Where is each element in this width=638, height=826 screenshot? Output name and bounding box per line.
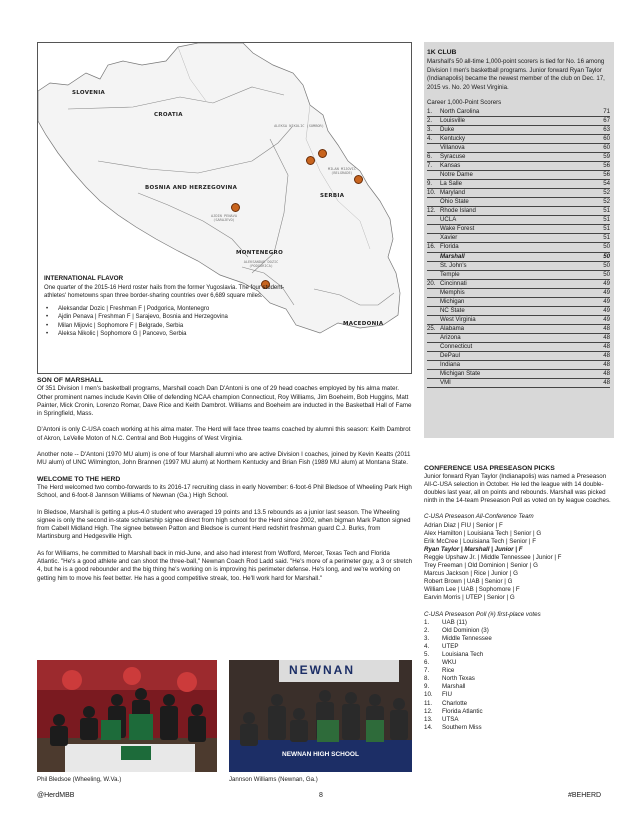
school-cell: Arizona	[440, 333, 461, 341]
rank-cell: 4.	[427, 134, 433, 142]
poll-team: Rice	[442, 667, 455, 675]
table-row	[427, 135, 610, 144]
footer-handle: @HerdMBB	[37, 792, 75, 799]
poll-rank: 4.	[424, 642, 430, 650]
conference-usa-picks	[424, 465, 612, 732]
table-row	[427, 325, 610, 334]
school-cell: Marshall	[440, 252, 465, 260]
list-item: Trey Freeman | Old Dominion | Senior | G	[424, 562, 538, 570]
rank-cell: 6.	[427, 153, 433, 161]
school-cell: UCLA	[440, 216, 457, 224]
city-label-podgorica: ALEKSANDAR DOZIC (PODGORICA)	[243, 260, 279, 269]
school-cell: Memphis	[440, 288, 465, 296]
poll-team: FIU	[442, 691, 452, 699]
table-row	[427, 262, 610, 271]
school-cell: West Virginia	[440, 315, 476, 323]
count-cell: 51	[603, 207, 610, 215]
country-label-montenegro: MONTENEGRO	[236, 250, 284, 256]
team-title: C-USA Preseason All-Conference Team	[424, 513, 534, 521]
rank-cell: 9.	[427, 180, 433, 188]
photo-bledsoe	[37, 660, 217, 772]
city-label-belgrade: MILAN MIJOVIC (BELGRADE)	[327, 167, 357, 176]
footer-hashtag: #BEHERD	[568, 792, 602, 799]
rank-cell: 1.	[427, 107, 433, 115]
list-item: Alex Hamilton | Louisiana Tech | Senior | G	[424, 529, 542, 537]
table-row	[427, 361, 610, 370]
photo-scene	[37, 660, 217, 772]
international-flavor-callout	[44, 275, 304, 339]
basketball-marker-icon	[354, 175, 363, 184]
list-item: Earvin Morris | UTEP | Senior | G	[424, 594, 515, 602]
school-cell: VMI	[440, 379, 451, 387]
poll-team: Southern Miss	[442, 723, 482, 731]
photo-williams	[229, 660, 412, 772]
banner-text: NEWNAN	[289, 663, 355, 677]
count-cell: 71	[603, 107, 610, 115]
school-cell: North Carolina	[440, 107, 480, 115]
rank-cell: 3.	[427, 125, 433, 133]
list-item	[424, 667, 612, 675]
school-cell: Kansas	[440, 162, 461, 170]
school-cell: Florida	[440, 243, 459, 251]
poll-rank: 6.	[424, 659, 430, 667]
list-item	[424, 691, 612, 699]
poll-team: Marshall	[442, 683, 466, 691]
banner-text: NEWNAN HIGH SCHOOL	[282, 751, 359, 758]
scorers-table	[427, 108, 610, 388]
table-row	[427, 289, 610, 298]
table-row	[427, 298, 610, 307]
table-row	[427, 379, 610, 388]
paragraph: In Bledsoe, Marshall is getting a plus-4.0 student who averaged 19 points and 13.5 rebounds as a junior last season. The Wheeling signee is only the second in-state scholarship signee direct from high school for the Herd since 2002, when bigman Mark Patton signed from Cabell Midland High. The signee between Patton and Bledsoe is current Herd redshirt freshman guard C.J. Burks, from Martinsburg and Hedgesville High.	[37, 508, 411, 541]
count-cell: 67	[603, 116, 610, 124]
rank-cell	[427, 352, 440, 360]
table-row	[427, 207, 610, 216]
rank-cell: 12.	[427, 207, 436, 215]
table-row	[427, 352, 610, 361]
table-row	[427, 334, 610, 343]
rank-cell: 20.	[427, 279, 436, 287]
flavor-text: One quarter of the 2015-16 Herd roster hails from the former Yugoslavia. The four student-athletes' hometowns span three border-sharing countries over 6,689 square miles.	[44, 284, 285, 299]
table-row	[427, 162, 610, 171]
basketball-marker-icon	[306, 156, 315, 165]
rank-cell: 25.	[427, 324, 436, 332]
poll-team: Charlotte	[442, 699, 468, 707]
school-cell: Ohio State	[440, 198, 469, 206]
school-cell: Cincinnati	[440, 279, 467, 287]
count-cell: 48	[603, 370, 610, 378]
school-cell: DePaul	[440, 352, 460, 360]
poll-team: Louisiana Tech	[442, 650, 484, 658]
page-number: 8	[319, 792, 323, 799]
poll-rank: 14.	[424, 723, 433, 731]
count-cell: 52	[603, 198, 610, 206]
table-row	[427, 343, 610, 352]
flavor-title: INTERNATIONAL FLAVOR	[44, 275, 124, 282]
table-row	[427, 108, 610, 117]
count-cell: 49	[603, 279, 610, 287]
rank-cell	[427, 253, 440, 261]
school-cell: St. John's	[440, 261, 467, 269]
count-cell: 54	[603, 180, 610, 188]
list-item	[424, 643, 612, 651]
poll-rank: 3.	[424, 634, 430, 642]
count-cell: 48	[603, 343, 610, 350]
picks-title: CONFERENCE USA PRESEASON PICKS	[424, 465, 555, 472]
rank-cell	[427, 298, 440, 306]
list-item: Adrian Diaz | FIU | Senior | F	[424, 521, 503, 529]
list-item	[424, 659, 612, 667]
table-row	[427, 253, 610, 262]
poll-rank: 11.	[424, 699, 433, 707]
table-row	[427, 234, 610, 243]
list-item	[424, 635, 612, 643]
rank-cell	[427, 216, 440, 224]
table-row	[427, 243, 610, 252]
poll-rank: 10.	[424, 691, 433, 699]
school-cell: Notre Dame	[440, 171, 473, 179]
list-item: William Lee | UAB | Sophomore | F	[424, 586, 520, 594]
poll-rank: 2.	[424, 626, 430, 634]
school-cell: Indiana	[440, 361, 460, 369]
country-label-bosnia: BOSNIA AND HERZEGOVINA	[145, 185, 238, 191]
count-cell: 51	[603, 234, 610, 242]
poll-rank: 7.	[424, 667, 430, 675]
school-cell: La Salle	[440, 180, 463, 188]
list-item: Marcus Jackson | Rice | Junior | G	[424, 570, 518, 578]
poll-title: C-USA Preseason Poll (#) first-place votes	[424, 610, 541, 618]
count-cell: 59	[603, 153, 610, 161]
poll-rank: 12.	[424, 707, 433, 715]
list-item	[424, 619, 612, 627]
count-cell: 48	[603, 352, 610, 360]
table-row	[427, 280, 610, 289]
list-item: Erik McCree | Louisiana Tech | Senior | F	[424, 537, 537, 545]
paragraph: The Herd welcomed two combo-forwards to its 2016-17 recruiting class in early November: 6-foot-6 Phil Bledsoe of Wheeling Park High School, and 6-foot-8 Jannson Williams of Newnan (Ga.) High School.	[37, 483, 412, 500]
list-item	[424, 675, 612, 683]
list-item	[424, 724, 612, 732]
school-cell: Kentucky	[440, 134, 466, 142]
article-body	[37, 377, 413, 591]
poll-team: Florida Atlantic	[442, 707, 483, 715]
table-row	[427, 189, 610, 198]
school-cell: Alabama	[440, 324, 465, 332]
count-cell: 52	[603, 189, 610, 197]
list-item	[424, 700, 612, 708]
list-item: • Aleksa Nikolic | Sophomore G | Pancevo, Serbia	[44, 330, 304, 339]
table-row	[427, 153, 610, 162]
count-cell: 50	[603, 261, 610, 269]
rank-cell	[427, 379, 440, 387]
poll-team: Middle Tennessee	[442, 634, 492, 642]
count-cell: 60	[603, 134, 610, 142]
rank-cell	[427, 225, 440, 233]
rank-cell	[427, 262, 440, 270]
count-cell: 60	[603, 143, 610, 151]
list-item: Ryan Taylor | Marshall | Junior | F	[424, 545, 523, 553]
list-item: Robert Brown | UAB | Senior | G	[424, 578, 513, 586]
poll-rank: 13.	[424, 715, 433, 723]
poll-list	[424, 619, 612, 732]
rank-cell	[427, 343, 440, 351]
count-cell: 49	[603, 297, 610, 305]
picks-intro: Junior forward Ryan Taylor (Indianapolis) was named a Preseason All-C-USA selection in October. He led the league with 14 double-doubles last year, all on points and rebounds. Marshall was picked ninth in the 14-team Preseason Poll as voted on by league coaches.	[424, 473, 611, 505]
list-item: • Milan Mijovic | Sophomore F | Belgrade, Serbia	[44, 322, 304, 331]
table-row	[427, 307, 610, 316]
table-row	[427, 370, 610, 379]
poll-rank: 1.	[424, 618, 430, 626]
poll-team: UTSA	[442, 715, 459, 723]
count-cell: 48	[603, 333, 610, 341]
list-item	[424, 651, 612, 659]
rank-cell: 2.	[427, 116, 433, 124]
yugoslavia-map	[37, 42, 412, 374]
poll-rank: 5.	[424, 650, 430, 658]
count-cell: 49	[603, 315, 610, 323]
count-cell: 51	[603, 216, 610, 224]
rank-cell	[427, 307, 440, 315]
school-cell: Villanova	[440, 143, 465, 151]
club-intro: Marshall's 50 all-time 1,000-point scorers is tied for No. 16 among Division I men's basketball programs. Junior forward Ryan Taylor (Indianapolis) became the newest member of the club on Dec. 17, 2015 vs. No. 20 West Virginia.	[427, 57, 605, 92]
school-cell: Michigan	[440, 297, 465, 305]
rank-cell	[427, 334, 440, 342]
paragraph: Another note -- D'Antoni (1970 MU alum) is one of four Marshall alumni who are active Division I coaches, joined by Kevin Keatts (2011 MU alum) of UNC Wilmington, John Brannen (1997 MU alum) at Northern Kentucky and Brian Fish (1989 MU alum) at Montana State.	[37, 451, 411, 467]
section-heading: SON OF MARSHALL	[37, 377, 104, 384]
table-row	[427, 316, 610, 325]
school-cell: Wake Forest	[440, 225, 475, 233]
count-cell: 56	[603, 171, 610, 179]
list-item: • Ajdin Penava | Freshman F | Sarajevo, Bosnia and Herzegovina	[44, 313, 304, 322]
poll-rank: 8.	[424, 675, 430, 683]
city-label-sarajevo: AJDIN PENAVA (SARAJEVO)	[211, 214, 237, 223]
paragraph: As for Williams, he committed to Marshall back in mid-June, and also had interest from Wofford, Mercer, Texas Tech and Florida Atlantic. "He's a good athlete and can shoot the three-ball," Newnan Coach Rod Ladd said. "He's more of a perimeter guy, a 3 or stretch 4, but he is a good rebounder and the big thing he's working on is improving his perimeter defense. He's long, and we're working on getting him to move his feet better. He has a good competitive streak, too. He'll work hard for Marshall."	[37, 549, 413, 582]
list-item: • Aleksandar Dozic | Freshman F | Podgorica, Montenegro	[44, 305, 304, 314]
poll-team: UAB (11)	[442, 618, 467, 626]
count-cell: 63	[603, 125, 610, 133]
count-cell: 51	[603, 225, 610, 233]
rank-cell	[427, 271, 440, 279]
table-row	[427, 117, 610, 126]
player-list	[44, 305, 304, 339]
school-cell: Duke	[440, 125, 455, 133]
school-cell: Louisville	[440, 116, 466, 124]
basketball-marker-icon	[231, 203, 240, 212]
poll-team: WKU	[442, 659, 457, 667]
one-k-club-sidebar	[424, 42, 614, 438]
school-cell: Connecticut	[440, 343, 473, 350]
poll-team: North Texas	[442, 675, 475, 683]
list-item: Reggie Upshaw Jr. | Middle Tennessee | Junior | F	[424, 553, 562, 561]
school-cell: Michigan State	[440, 370, 481, 378]
school-cell: Rhode Island	[440, 207, 476, 215]
city-label-sombor: ALEKSA NIKOLIC (SOMBOR)	[274, 124, 324, 128]
table-row	[427, 126, 610, 135]
rank-cell	[427, 234, 440, 242]
list-item	[424, 683, 612, 691]
country-label-croatia: CROATIA	[154, 112, 183, 118]
poll-team: UTEP	[442, 642, 459, 650]
poll-rank: 9.	[424, 683, 430, 691]
count-cell: 50	[603, 270, 610, 278]
poll-team: Old Dominion (3)	[442, 626, 489, 634]
photo-caption-right: Jannson Williams (Newnan, Ga.)	[229, 776, 318, 783]
country-label-slovenia: SLOVENIA	[72, 90, 106, 96]
photo-caption-left: Phil Bledsoe (Wheeling, W.Va.)	[37, 776, 122, 783]
rank-cell	[427, 144, 440, 152]
rank-cell	[427, 361, 440, 369]
table-row	[427, 216, 610, 225]
list-item	[424, 716, 612, 724]
rank-cell	[427, 289, 440, 297]
count-cell: 50	[603, 252, 610, 260]
school-cell: NC State	[440, 306, 465, 314]
count-cell: 48	[603, 379, 610, 387]
table-row	[427, 180, 610, 189]
table-row	[427, 171, 610, 180]
school-cell: Temple	[440, 270, 460, 278]
paragraph: D'Antoni is only C-USA coach working at his alma mater. The Herd will face three teams coached by alumni this season: Keith Dambrot of Akron, LeVelle Moton of N.C. Central and Bob Huggins of West Virginia.	[37, 426, 411, 442]
section-heading: WELCOME TO THE HERD	[37, 475, 121, 483]
table-row	[427, 225, 610, 234]
country-label-macedonia: MACEDONIA	[343, 321, 384, 327]
school-cell: Syracuse	[440, 153, 466, 161]
club-title: 1K CLUB	[427, 49, 457, 56]
count-cell: 50	[603, 243, 610, 251]
count-cell: 49	[603, 306, 610, 314]
list-item	[424, 708, 612, 716]
count-cell: 48	[603, 361, 610, 369]
rank-cell: 16.	[427, 243, 436, 251]
school-cell: Xavier	[440, 234, 458, 242]
table-row	[427, 198, 610, 207]
rank-cell: 10.	[427, 189, 436, 197]
school-cell: Maryland	[440, 189, 466, 197]
paragraph: Of 351 Division I men's basketball programs, Marshall coach Dan D'Antoni is one of 29 head coaches employed by his alma mater. Other prominent names include Kevin Ollie of defending NCAA champion Connecticut, Roy Williams, Jim Boeheim, Bob Huggins, Matt Painter, Mick Cronin, Lorenzo Romar, Dave Rice and Keith Dambrot. Williams and Boeheim are inducted in the Basketball Hall of Fame in Springfield, Mass.	[37, 385, 412, 418]
table-row	[427, 144, 610, 153]
rank-cell	[427, 370, 440, 378]
rank-cell	[427, 198, 440, 206]
list-item	[424, 627, 612, 635]
table-row	[427, 271, 610, 280]
count-cell: 48	[603, 324, 610, 332]
count-cell: 56	[603, 162, 610, 170]
count-cell: 49	[603, 288, 610, 296]
rank-cell	[427, 171, 440, 179]
basketball-marker-icon	[318, 149, 327, 158]
country-label-serbia: SERBIA	[320, 193, 345, 199]
scorers-title: Career 1,000-Point Scorers	[427, 98, 502, 106]
rank-cell: 7.	[427, 162, 433, 170]
rank-cell	[427, 316, 440, 324]
